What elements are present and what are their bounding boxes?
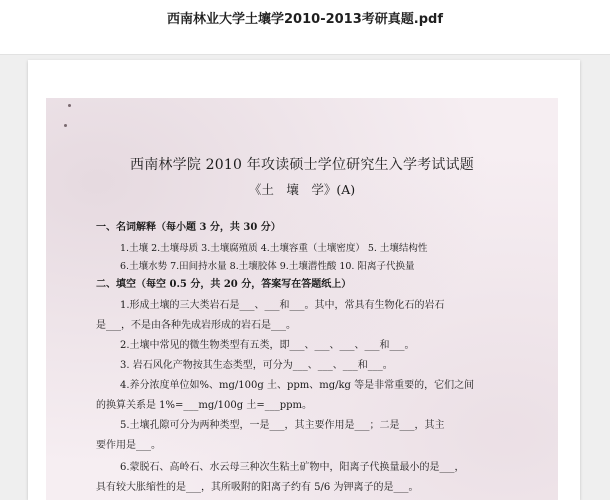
top-bar xyxy=(0,0,610,55)
file-title: 西南林业大学土壤学2010-2013考研真题.pdf xyxy=(167,12,443,27)
scan-speck xyxy=(64,124,67,127)
question-6-line-2: 具有较大胀缩性的是___，其所吸附的阳离子约有 5/6 为钾离子的是___。 xyxy=(96,482,419,493)
question-3-line-1: 3. 岩石风化产物按其生态类型，可分为___、___、___和___。 xyxy=(120,360,393,371)
section-1-header: 一、名词解释（每小题 3 分，共 30 分） xyxy=(96,222,281,233)
scanned-exam-image xyxy=(46,98,558,500)
question-4-line-2: 的换算关系是 1%=___mg/100g 土=___ppm。 xyxy=(96,400,313,411)
question-1-line-2: 是___，不是由各种先成岩形成的岩石是___。 xyxy=(96,320,296,331)
question-4-line-1: 4.养分浓度单位如%、mg/100g 土、ppm、mg/kg 等是非常重要的，它们之间 xyxy=(120,380,475,391)
exam-subtitle: 《土 壤 学》(A) xyxy=(248,182,356,197)
section-1-line-2: 6.土壤水势 7.田间持水量 8.土壤胶体 9.土壤潜性酸 10. 阳离子代换量 xyxy=(120,261,415,272)
scan-speck xyxy=(68,104,71,107)
question-6-line-1: 6.蒙脱石、高岭石、水云母三种次生粘土矿物中，阳离子代换量最小的是___， xyxy=(120,462,465,473)
exam-title: 西南林学院 2010 年攻读硕士学位研究生入学考试试题 xyxy=(130,157,474,173)
pdf-page[interactable] xyxy=(28,60,580,500)
question-5-line-2: 要作用是___。 xyxy=(96,440,161,451)
question-5-line-1: 5.土壤孔隙可分为两种类型，一是___，其主要作用是___；二是___，其主 xyxy=(120,420,445,431)
question-2-line-1: 2.土壤中常见的微生物类型有五类，即___、___、___、___和___。 xyxy=(120,340,415,351)
section-2-header: 二、填空（每空 0.5 分，共 20 分，答案写在答题纸上） xyxy=(96,279,352,290)
question-1-line-1: 1.形成土壤的三大类岩石是___、___和___。其中，常具有生物化石的岩石 xyxy=(120,300,445,311)
section-1-line-1: 1.土壤 2.土壤母质 3.土壤腐殖质 4.土壤容重（土壤密度） 5. 土壤结构性 xyxy=(120,243,428,254)
